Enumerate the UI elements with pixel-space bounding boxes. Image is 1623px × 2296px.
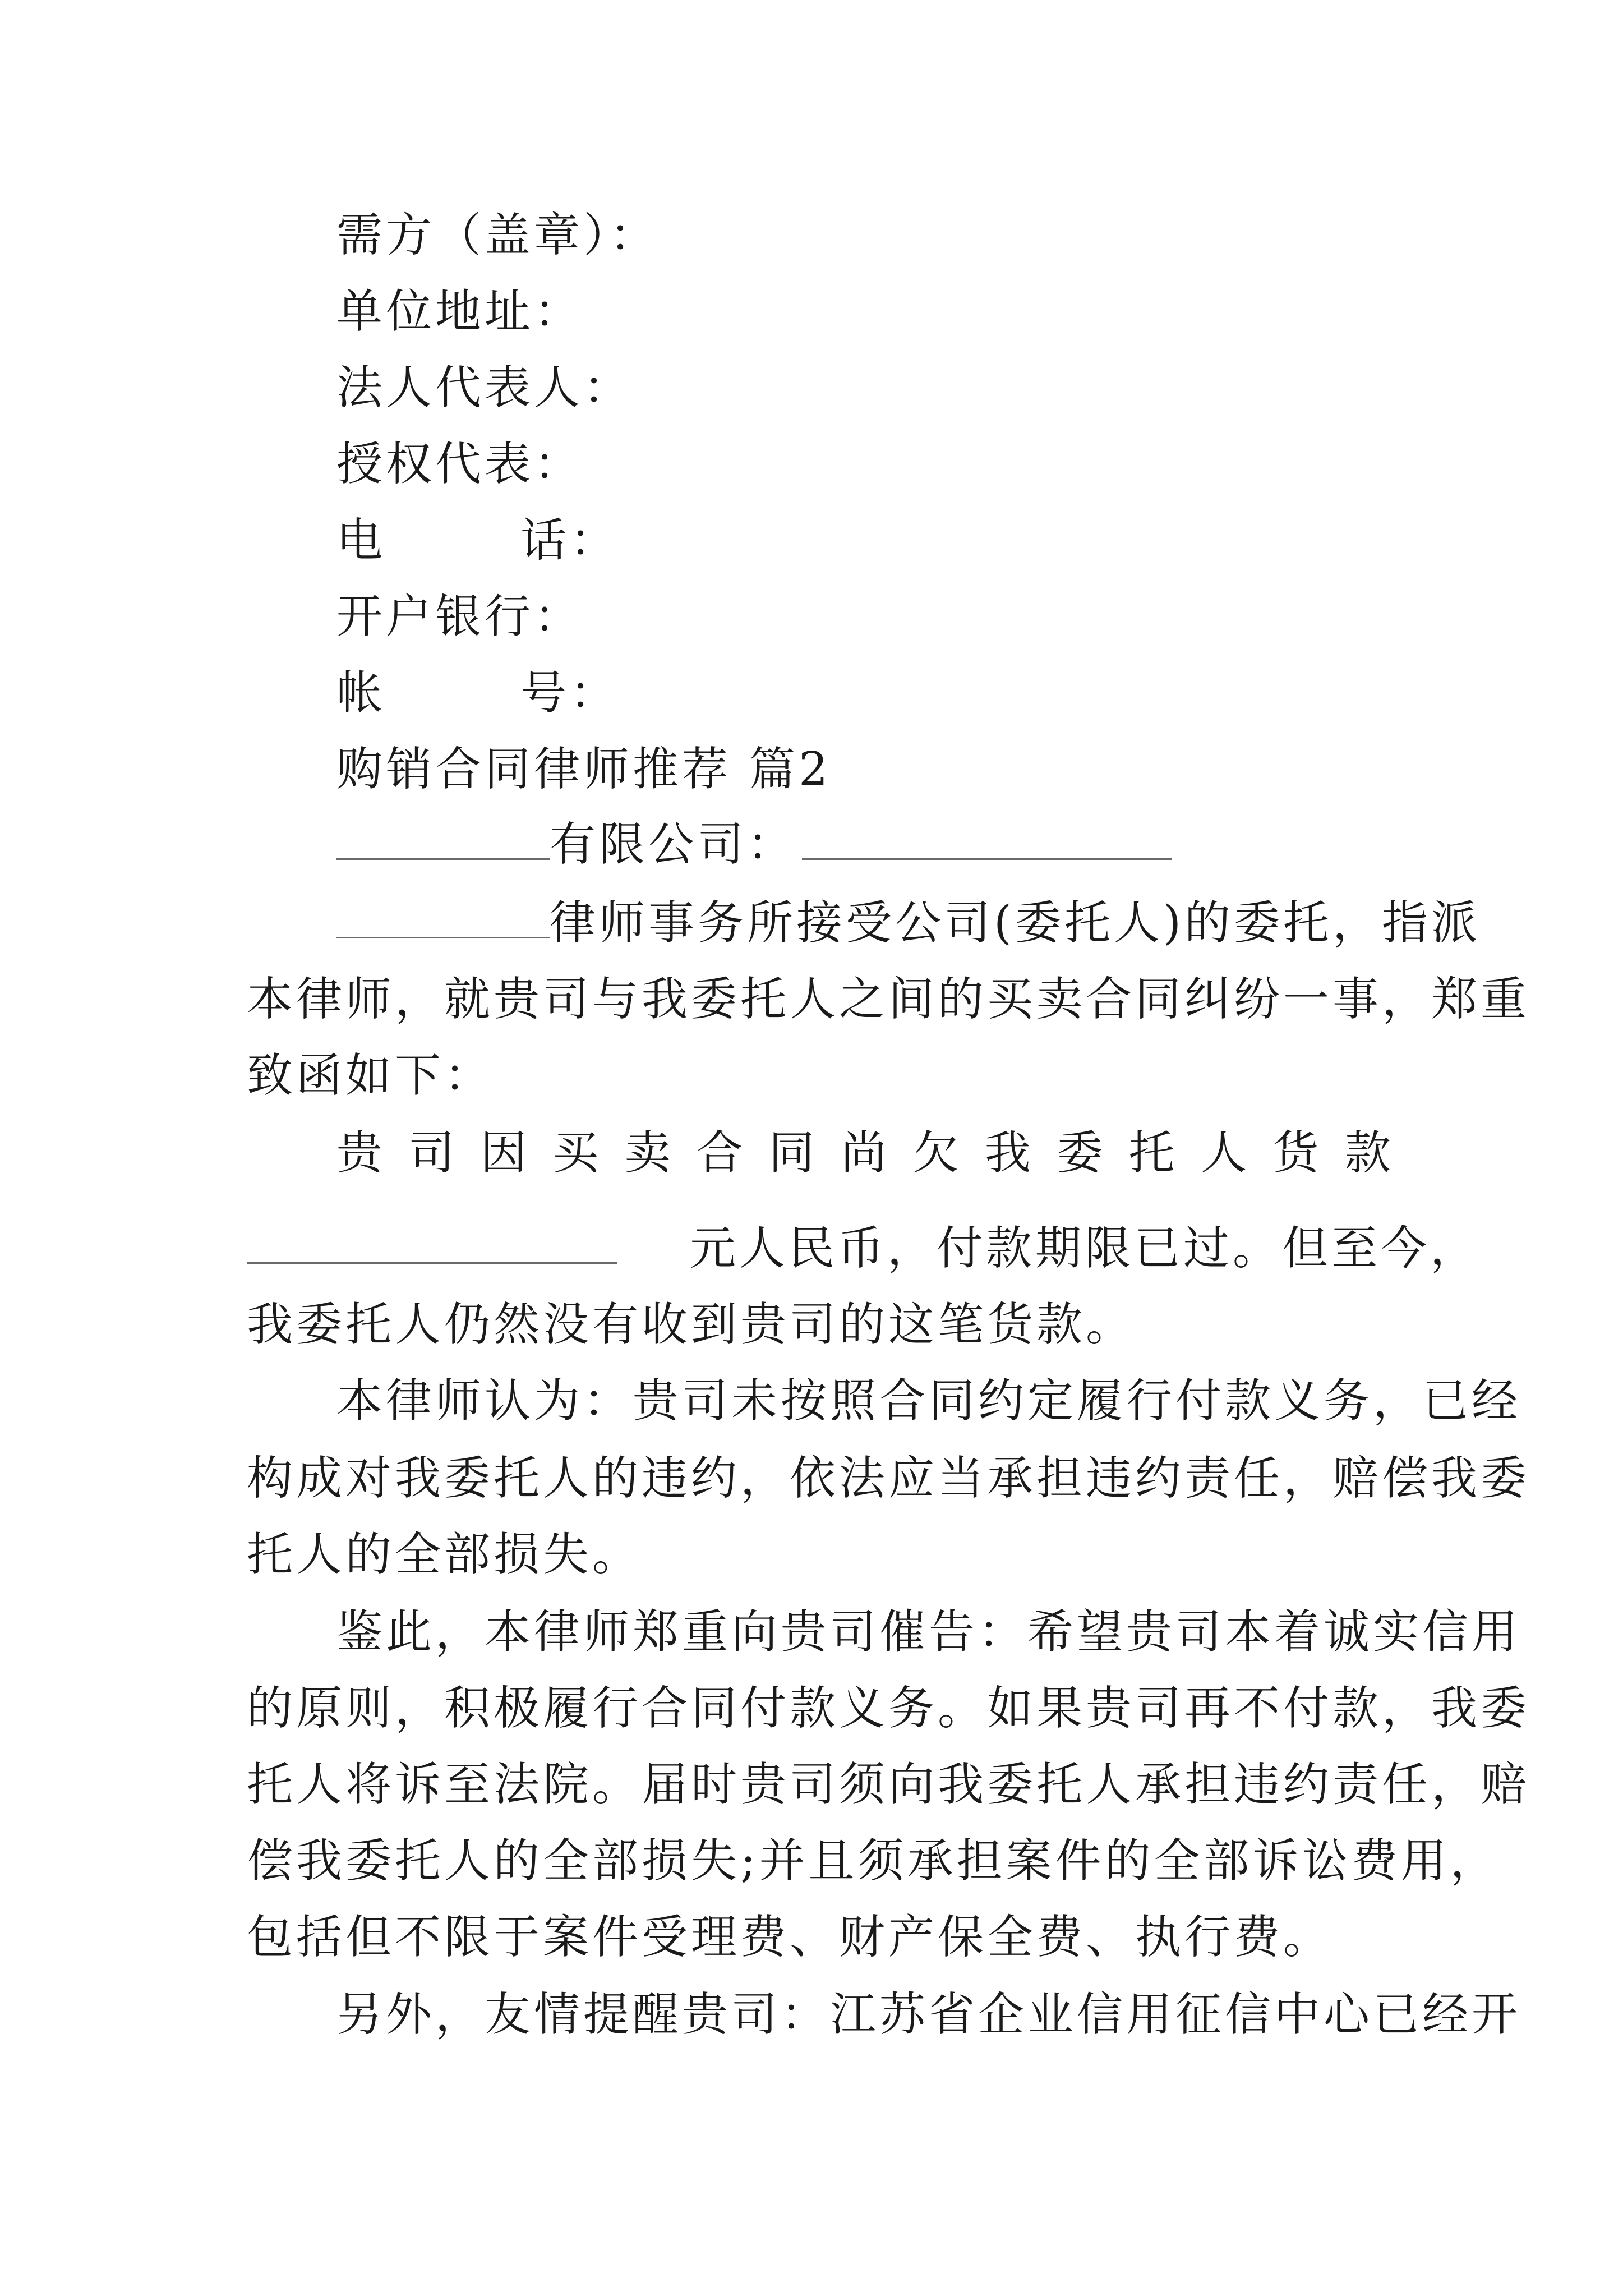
p2-line3: 我委托人仍然没有收到贵司的这笔货款。: [247, 1298, 1136, 1351]
addressee-blank: [802, 818, 1172, 860]
p2-char: 贵: [336, 1126, 383, 1180]
p2-char: 货: [1272, 1126, 1319, 1180]
field-phone-first: 电: [336, 514, 386, 567]
field-authorized-rep: 授权代表：: [336, 438, 584, 491]
p2-char: 同: [768, 1126, 815, 1180]
field-buyer-seal: 需方（盖章）：: [336, 209, 660, 262]
p3-line2: 构成对我委托人的违约，依法应当承担违约责任，赔偿我委: [247, 1452, 1530, 1505]
company-suffix: 有限公司：: [550, 818, 797, 871]
field-address: 单位地址：: [336, 285, 584, 338]
p2-char: 因: [480, 1126, 527, 1180]
p2-line2: [247, 1221, 1479, 1277]
field-account-last: 号：: [520, 666, 620, 720]
p2-line1: [247, 1125, 1391, 1181]
field-phone: [336, 513, 619, 569]
p2-line2-text: 元人民币，付款期限已过。但至今，: [690, 1222, 1480, 1275]
p1-line3: 致函如下：: [247, 1049, 494, 1102]
p2-char: 合: [697, 1126, 743, 1180]
p4-line2: 的原则，积极履行合同付款义务。如果贵司再不付款，我委: [247, 1682, 1530, 1735]
p4-line1: 鉴此，本律师郑重向贵司催告：希望贵司本着诚实信用: [336, 1605, 1521, 1659]
p3-line1: 本律师认为：贵司未按照合同约定履行付款义务，已经: [336, 1374, 1521, 1428]
field-legal-rep: 法人代表人：: [336, 361, 633, 415]
amount-blank: [247, 1222, 617, 1264]
p4-line5: 包括但不限于案件受理费、财产保全费、执行费。: [247, 1911, 1333, 1964]
p2-char: 买: [552, 1126, 599, 1180]
law-firm-blank: [336, 896, 550, 938]
p5-line1: 另外，友情提醒贵司：江苏省企业信用征信中心已经开: [336, 1988, 1521, 2041]
section-title: 购销合同律师推荐 篇2: [336, 743, 832, 796]
p1-line2: 本律师，就贵司与我委托人之间的买卖合同纠纷一事，郑重: [247, 973, 1530, 1026]
field-account: [336, 665, 619, 721]
p1-line1: [336, 895, 1481, 951]
p2-char: 款: [1344, 1126, 1391, 1180]
field-phone-last: 话：: [520, 514, 620, 567]
letter-addressee: [336, 817, 1172, 873]
p3-line3: 托人的全部损失。: [247, 1528, 642, 1581]
field-account-first: 帐: [336, 666, 386, 720]
p2-char: 司: [408, 1126, 455, 1180]
p2-char: 我: [984, 1126, 1031, 1180]
p1-line1-text: 律师事务所接受公司(委托人)的委托，指派: [550, 896, 1481, 950]
p2-char: 托: [1128, 1126, 1175, 1180]
p2-char: 人: [1201, 1126, 1247, 1180]
p2-char: 卖: [624, 1126, 671, 1180]
p4-line4: 偿我委托人的全部损失;并且须承担案件的全部诉讼费用，: [247, 1834, 1500, 1888]
p4-line3: 托人将诉至法院。届时贵司须向我委托人承担违约责任，赔: [247, 1758, 1530, 1811]
p2-char: 尚: [840, 1126, 887, 1180]
p2-char: 委: [1057, 1126, 1103, 1180]
field-bank: 开户银行：: [336, 590, 584, 643]
company-name-blank: [336, 818, 550, 860]
p2-char: 欠: [912, 1126, 959, 1180]
